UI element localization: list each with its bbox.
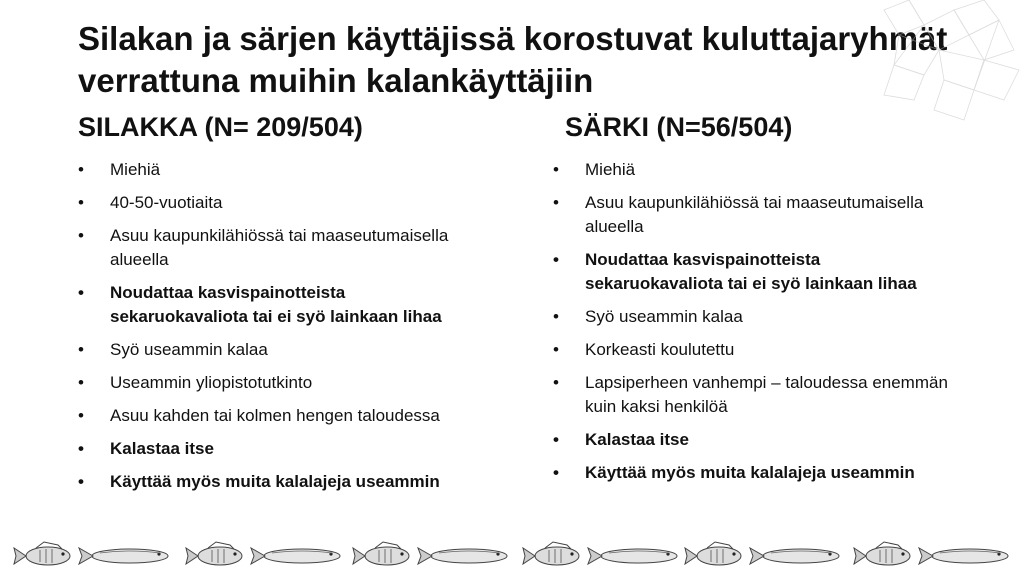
- slide-title: Silakan ja särjen käyttäjissä korostuvat kuluttajaryhmät verrattuna muihin kalankäyttäjiin: [78, 20, 948, 99]
- polygon-mesh-icon: [854, 0, 1024, 130]
- herring-icon: [418, 548, 507, 564]
- fish-decoration-band: [0, 516, 1024, 576]
- perch-icon: [186, 542, 242, 565]
- list-item: • Miehiä: [78, 158, 478, 182]
- list-item: • Korkeasti koulutettu: [553, 338, 953, 362]
- list-item: • Käyttää myös muita kalalajeja useammin: [553, 461, 953, 485]
- list-item: • Noudattaa kasvispainotteista sekaruokavaliota tai ei syö lainkaan lihaa: [553, 248, 953, 296]
- perch-icon: [685, 542, 741, 565]
- list-item: • Asuu kaupunkilähiössä tai maaseutumaisella alueella: [553, 191, 953, 239]
- perch-icon: [523, 542, 579, 565]
- sarki-heading: SÄRKI (N=56/504): [565, 112, 793, 142]
- list-item: • Kalastaa itse: [78, 437, 478, 461]
- herring-icon: [79, 548, 168, 564]
- herring-icon: [919, 548, 1008, 564]
- silakka-list: [78, 158, 478, 503]
- list-item: • Käyttää myös muita kalalajeja useammin: [78, 470, 478, 494]
- sarki-list: [553, 158, 953, 494]
- perch-icon: [14, 542, 70, 565]
- list-item: • Useammin yliopistotutkinto: [78, 371, 478, 395]
- list-item: • Noudattaa kasvispainotteista sekaruokavaliota tai ei syö lainkaan lihaa: [78, 281, 478, 329]
- herring-icon: [588, 548, 677, 564]
- perch-icon: [353, 542, 409, 565]
- list-item: • 40-50-vuotiaita: [78, 191, 478, 215]
- perch-icon: [854, 542, 910, 565]
- list-item: • Lapsiperheen vanhempi – taloudessa enemmän kuin kaksi henkilöä: [553, 371, 953, 419]
- herring-icon: [251, 548, 340, 564]
- list-item: • Syö useammin kalaa: [78, 338, 478, 362]
- list-item: • Kalastaa itse: [553, 428, 953, 452]
- list-item: • Syö useammin kalaa: [553, 305, 953, 329]
- silakka-heading: SILAKKA (N= 209/504): [78, 112, 363, 142]
- list-item: • Asuu kaupunkilähiössä tai maaseutumaisella alueella: [78, 224, 478, 272]
- herring-icon: [750, 548, 839, 564]
- list-item: • Asuu kahden tai kolmen hengen taloudessa: [78, 404, 478, 428]
- list-item: • Miehiä: [553, 158, 953, 182]
